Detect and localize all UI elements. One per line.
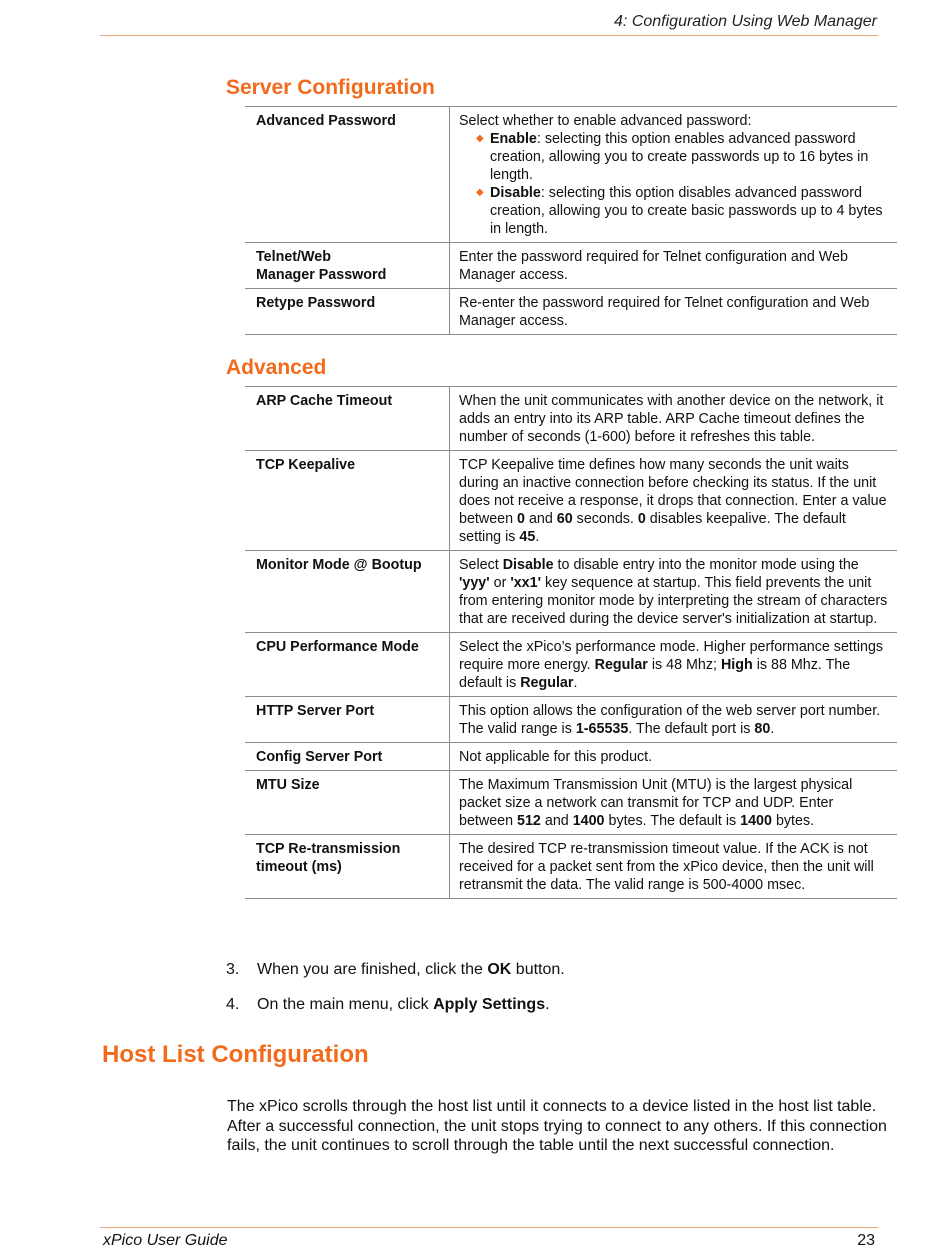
table-row [245,243,897,289]
text-run: . [535,529,540,545]
table-row [245,551,897,633]
text-run: . [545,996,550,1013]
field-description [450,107,898,243]
table-row [245,451,897,551]
table-row [245,633,897,697]
text-run: On the main menu, click [257,996,434,1013]
text-run: . The default port is [628,721,755,737]
bold-value: Regular [594,657,648,673]
host-list-paragraph: The xPico scrolls through the host list until it connects to a device listed in the host list table. After a successful connection, the unit stops trying to connect to any others. If this connection fails, the unit continues to scroll through the table until the next successful connection. [227,1098,887,1155]
text-run: Select [459,557,503,573]
field-name-line: Manager Password [256,267,387,283]
field-description [450,633,898,697]
field-description [450,771,898,835]
field-name: Monitor Mode @ Bootup [245,551,450,633]
option-text: : selecting this option enables advanced password creation, allowing you to create passwords up to 16 bytes in length. [490,131,869,183]
field-name-line: timeout (ms) [256,859,342,875]
table-row [245,743,897,771]
text-run: seconds. [572,511,638,527]
section-heading-server-configuration: Server Configuration [226,76,435,99]
text-run: or [489,575,511,591]
text-run: key sequence at startup. This field prevents the unit from entering monitor mode by interpreting the stream of characters that are received during the device server's initialization at startup. [459,575,888,627]
bold-value: 512 [517,813,541,829]
bold-value: 1-65535 [575,721,629,737]
field-name: MTU Size [245,771,450,835]
table-row [245,835,897,899]
step-number: 3. [226,961,240,978]
field-description: The desired TCP re-transmission timeout value. If the ACK is not received for a packet sent from the xPico device, then the unit will retransmit the data. The valid range is 500-4000 msec. [450,835,898,899]
bold-value: 80 [754,721,771,737]
field-description: Enter the password required for Telnet configuration and Web Manager access. [450,243,898,289]
field-description [450,451,898,551]
text-run: . [770,721,775,737]
bold-value: Disable [502,557,554,573]
bold-value: 1400 [572,813,605,829]
step-3 [226,961,565,979]
text-run: bytes. [771,813,815,829]
section-heading-host-list-configuration: Host List Configuration [102,1041,369,1068]
field-name [245,835,450,899]
text-run: button. [511,961,565,978]
step-4 [226,996,550,1014]
table-row [245,107,897,243]
text-run: to disable entry into the monitor mode using the [553,557,859,573]
text-run: is 88 Mhz. The default is [459,657,851,691]
field-description: Re-enter the password required for Telnet configuration and Web Manager access. [450,289,898,335]
advanced-table [245,386,897,899]
ui-term: OK [487,961,512,978]
option-text: : selecting this option disables advanced password creation, allowing you to create basic passwords up to 4 bytes in length. [490,185,883,237]
field-description [450,697,898,743]
text-run: bytes. The default is [604,813,741,829]
table-row [245,771,897,835]
field-name-line: Telnet/Web [256,249,331,265]
text-run: The Maximum Transmission Unit (MTU) is the largest physical packet size a network can transmit for TCP and UDP. Enter between [459,777,853,829]
text-run: and [540,813,573,829]
footer-rule [100,1227,878,1228]
field-name: CPU Performance Mode [245,633,450,697]
field-description: Not applicable for this product. [450,743,898,771]
field-name-line: TCP Re-transmission [256,841,401,857]
option-term: Enable [490,131,537,147]
text-run: This option allows the configuration of the web server port number. The valid range is [459,703,881,737]
field-name: Advanced Password [245,107,450,243]
list-item [459,184,889,238]
bold-value: 60 [556,511,573,527]
step-number: 4. [226,996,240,1013]
field-name [245,243,450,289]
text-run: When you are finished, click the [257,961,488,978]
field-name: TCP Keepalive [245,451,450,551]
field-name: ARP Cache Timeout [245,387,450,451]
page-number: 23 [857,1232,875,1249]
server-configuration-table [245,106,897,335]
text-run: and [524,511,557,527]
bold-value: 0 [637,511,646,527]
bold-value: Regular [520,675,574,691]
bold-value: 45 [519,529,536,545]
field-name: Retype Password [245,289,450,335]
table-row [245,697,897,743]
table-row [245,387,897,451]
bold-value: 1400 [740,813,772,829]
header-rule [100,35,878,36]
diamond-bullet-icon: ◆ [476,133,484,144]
bold-value: 'xx1' [510,575,541,591]
text-run: disables keepalive. The default setting is [459,511,846,545]
bold-value: 0 [517,511,525,527]
list-item [459,130,889,184]
footer-guide-title: xPico User Guide [103,1232,228,1249]
field-name: Config Server Port [245,743,450,771]
section-heading-advanced: Advanced [226,356,327,379]
field-description: When the unit communicates with another device on the network, it adds an entry into its ARP table. ARP Cache timeout defines the number of seconds (1-600) before it refreshes this table. [450,387,898,451]
field-description [450,551,898,633]
running-header: 4: Configuration Using Web Manager [614,13,877,30]
text-run: Select the xPico’s performance mode. Higher performance settings require more energy. [459,639,884,673]
ui-term: Apply Settings [433,996,546,1013]
bold-value: 'yyy' [459,575,490,591]
field-name: HTTP Server Port [245,697,450,743]
diamond-bullet-icon: ◆ [476,187,484,198]
text-run: . [573,675,578,691]
table-row [245,289,897,335]
description-intro: Select whether to enable advanced password: [459,113,752,129]
option-term: Disable [490,185,541,201]
text-run: is 48 Mhz; [647,657,721,673]
bold-value: High [720,657,753,673]
text-run: TCP Keepalive time defines how many seconds the unit waits during an inactive connection before checking its status. If the unit does not receive a response, it drops that connection. Enter a value between [459,457,887,527]
